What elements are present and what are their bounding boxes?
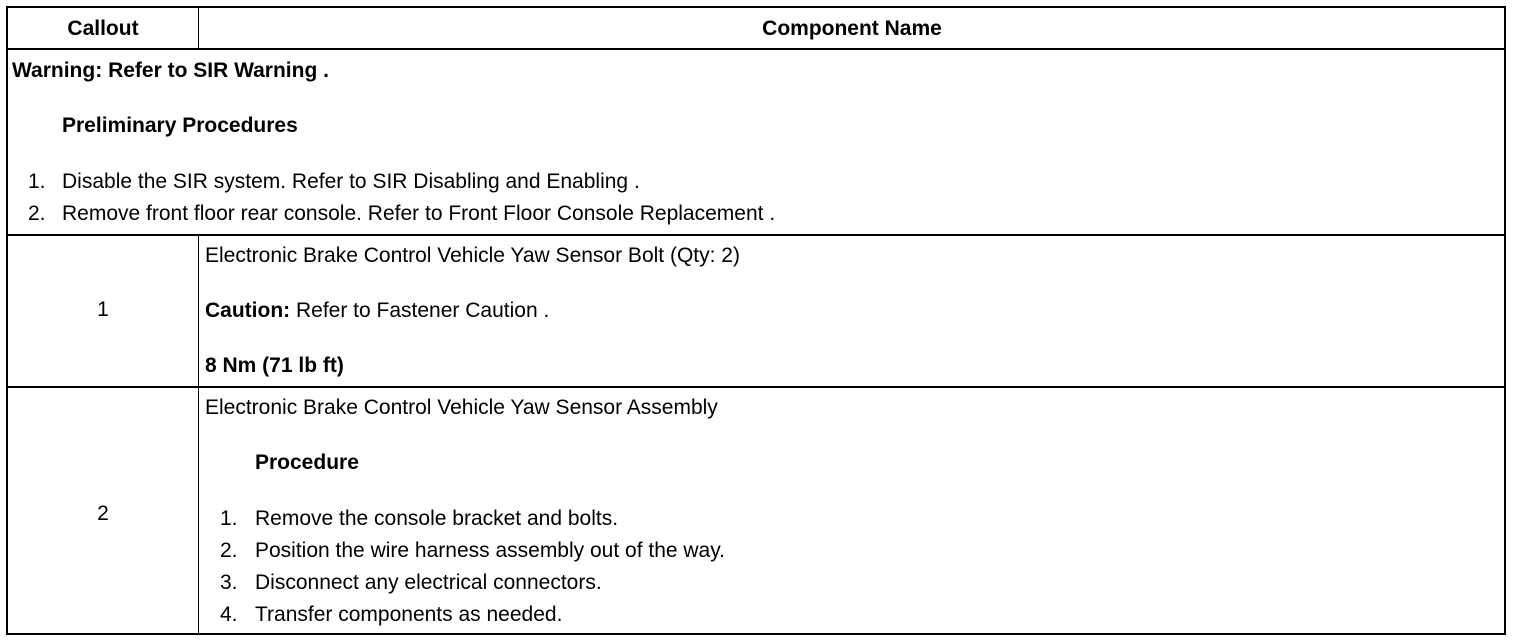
- warning-line: [12, 59, 329, 83]
- preliminary-step-text-1: Disable the SIR system. Refer to SIR Disabling and Enabling .: [62, 170, 640, 193]
- caution-line: [205, 299, 549, 323]
- component-name-header: Component Name: [762, 17, 942, 40]
- column-divider: [198, 234, 199, 386]
- preliminary-step-num-1: 1.: [28, 170, 46, 193]
- table-header: [8, 8, 1504, 50]
- procedure-step-text-4: Transfer components as needed.: [255, 603, 563, 626]
- procedure-table: [6, 6, 1506, 635]
- callout-number: 2: [97, 502, 109, 525]
- component-name: Electronic Brake Control Vehicle Yaw Sensor Bolt (Qty: 2): [205, 244, 740, 267]
- callout-header: Callout: [67, 17, 139, 40]
- warning-text: Refer to SIR Warning .: [108, 59, 329, 82]
- preliminary-step-text-2: Remove front floor rear console. Refer to Front Floor Console Replacement .: [62, 202, 776, 225]
- procedure-step-num-1: 1.: [220, 507, 238, 530]
- preliminary-row: [8, 48, 1504, 236]
- warning-label: Warning:: [12, 59, 103, 82]
- caution-label: Caution:: [205, 299, 291, 322]
- callout-number: 1: [97, 298, 109, 321]
- procedure-step-num-2: 2.: [220, 539, 238, 562]
- procedure-step-num-3: 3.: [220, 571, 238, 594]
- procedure-step-num-4: 4.: [220, 603, 238, 626]
- component-name: Electronic Brake Control Vehicle Yaw Sensor Assembly: [205, 396, 718, 419]
- caution-text: Refer to Fastener Caution .: [296, 299, 550, 322]
- column-divider: [198, 386, 199, 633]
- column-divider: [198, 8, 199, 48]
- procedure-step-text-3: Disconnect any electrical connectors.: [255, 571, 602, 594]
- procedure-step-text-2: Position the wire harness assembly out of the way.: [255, 539, 726, 562]
- procedure-heading: Procedure: [255, 451, 359, 474]
- table-row: [8, 234, 1504, 388]
- procedure-step-text-1: Remove the console bracket and bolts.: [255, 507, 619, 530]
- preliminary-step-num-2: 2.: [28, 202, 46, 225]
- preliminary-heading: Preliminary Procedures: [62, 114, 298, 137]
- table-row: [8, 386, 1504, 633]
- torque-spec: 8 Nm (71 lb ft): [205, 354, 344, 377]
